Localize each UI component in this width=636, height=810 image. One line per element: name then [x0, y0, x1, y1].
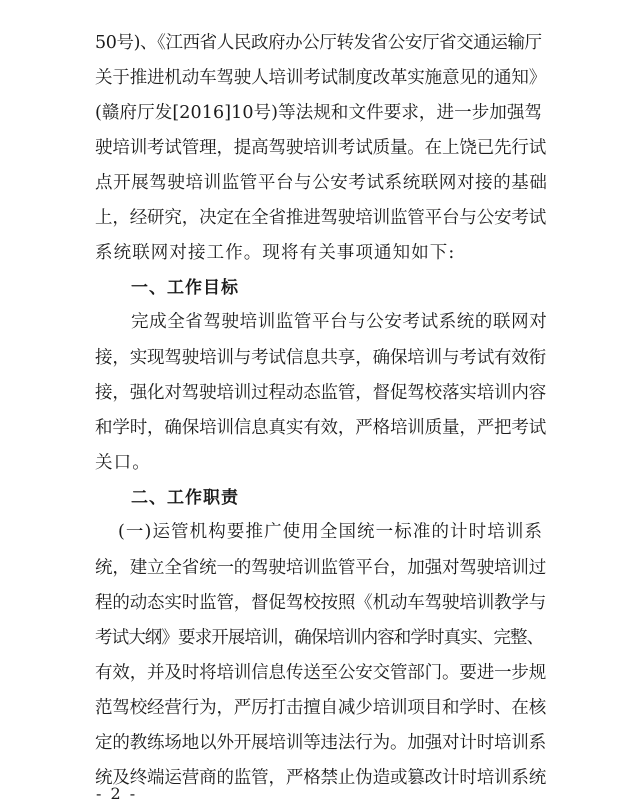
text-line: 50号)、《江西省人民政府办公厅转发省公安厅省交通运输厅: [95, 33, 542, 53]
text-line: 关于推进机动车驾驶人培训考试制度改革实施意见的通知》: [95, 68, 547, 88]
text-line: 接，强化对驾驶培训过程动态监管，督促驾校落实培训内容: [95, 383, 547, 403]
text-line: 上，经研究，决定在全省推进驾驶培训监管平台与公安考试: [95, 208, 547, 228]
text-line: 系统联网对接工作。现将有关事项通知如下:: [95, 243, 456, 263]
text-line: 驶培训考试管理，提高驾驶培训考试质量。在上饶已先行试: [95, 138, 547, 158]
text-line: 定的教练场地以外开展培训等违法行为。加强对计时培训系: [95, 733, 547, 753]
text-line: 和学时，确保培训信息真实有效，严格培训质量，严把考试: [95, 418, 547, 438]
text-line: 范驾校经营行为，严厉打击擅自减少培训项目和学时、在核: [95, 698, 547, 718]
text-line: 点开展驾驶培训监管平台与公安考试系统联网对接的基础: [95, 173, 548, 193]
section-heading: 一、工作目标: [131, 278, 239, 298]
text-line: 程的动态实时监管，督促驾校按照《机动车驾驶培训教学与: [95, 593, 547, 613]
text-line: 有效，并及时将培训信息传送至公安交管部门。要进一步规: [95, 663, 547, 683]
text-line: (一)运管机构要推广使用全国统一标准的计时培训系: [118, 522, 544, 542]
text-line: (赣府厅发[2016]10号)等法规和文件要求，进一步加强驾: [95, 103, 543, 123]
text-line: 统及终端运营商的监管，严格禁止伪造或篡改计时培训系统: [95, 768, 547, 788]
section-heading: 二、工作职责: [131, 488, 239, 508]
text-line: 完成全省驾驶培训监管平台与公安考试系统的联网对: [131, 312, 548, 332]
text-line: 接，实现驾驶培训与考试信息共享，确保培训与考试有效衔: [95, 348, 547, 368]
text-line: 关口。: [95, 453, 151, 473]
text-line: 统，建立全省统一的驾驶培训监管平台，加强对驾驶培训过: [95, 558, 547, 578]
text-line: 考试大纲》要求开展培训，确保培训内容和学时真实、完整、: [95, 628, 544, 648]
page-number: - 2 -: [96, 784, 138, 803]
